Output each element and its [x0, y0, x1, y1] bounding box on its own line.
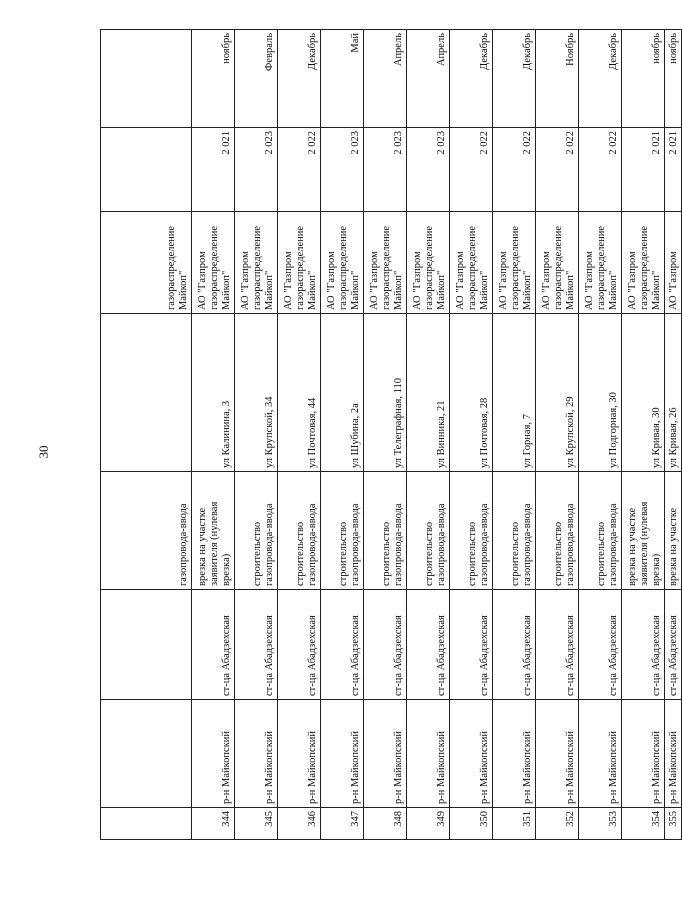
cell-locality: ст-ца Абадзехская — [407, 590, 450, 700]
table-row — [579, 30, 622, 840]
cell-locality: ст-ца Абадзехская — [450, 590, 493, 700]
cell-district: р-н Майкопский — [364, 700, 407, 808]
cell-organization: АО "Газпром газораспределение Майкоп" — [364, 212, 407, 314]
cell-district: р-н Майкопский — [278, 700, 321, 808]
table-row — [665, 30, 682, 840]
cell-year: 2 022 — [493, 128, 536, 212]
cell-address: ул Крупской, 34 — [235, 314, 278, 472]
cell-locality — [101, 590, 192, 700]
cell-locality: ст-ца Абадзехская — [321, 590, 364, 700]
cell-number: 346 — [278, 808, 321, 840]
cell-district: р-н Майкопский — [192, 700, 235, 808]
cell-work-type: строительство газопровода-ввода — [321, 472, 364, 590]
cell-organization: АО "Газпром газораспределение Майкоп" — [321, 212, 364, 314]
cell-year: 2 023 — [235, 128, 278, 212]
cell-locality: ст-ца Абадзехская — [622, 590, 665, 700]
cell-locality: ст-ца Абадзехская — [665, 590, 682, 700]
cell-number: 344 — [192, 808, 235, 840]
cell-month: Апрель — [407, 30, 450, 128]
cell-organization: АО "Газпром газораспределение Майкоп" — [622, 212, 665, 314]
cell-number: 353 — [579, 808, 622, 840]
cell-locality: ст-ца Абадзехская — [235, 590, 278, 700]
cell-work-type: строительство газопровода-ввода — [536, 472, 579, 590]
cell-number: 350 — [450, 808, 493, 840]
cell-number: 347 — [321, 808, 364, 840]
cell-month: Май — [321, 30, 364, 128]
table-row — [450, 30, 493, 840]
cell-organization: АО "Газпром газораспределение Майкоп" — [407, 212, 450, 314]
table-row — [235, 30, 278, 840]
cell-month: Декабрь — [493, 30, 536, 128]
cell-work-type: строительство газопровода-ввода — [450, 472, 493, 590]
cell-organization: АО "Газпром газораспределение Майкоп" — [192, 212, 235, 314]
cell-work-type: строительство газопровода-ввода — [235, 472, 278, 590]
cell-month: ноябрь — [622, 30, 665, 128]
cell-district: р-н Майкопский — [450, 700, 493, 808]
cell-number: 352 — [536, 808, 579, 840]
cell-year: 2 021 — [192, 128, 235, 212]
gas-connection-table — [100, 29, 682, 840]
cell-work-type: строительство газопровода-ввода — [278, 472, 321, 590]
cell-address — [101, 314, 192, 472]
cell-year — [101, 128, 192, 212]
table-row — [321, 30, 364, 840]
cell-month: Ноябрь — [536, 30, 579, 128]
cell-year: 2 021 — [665, 128, 682, 212]
cell-locality: ст-ца Абадзехская — [364, 590, 407, 700]
cell-year: 2 022 — [450, 128, 493, 212]
cell-month: Декабрь — [278, 30, 321, 128]
cell-organization: АО "Газпром газораспределение Майкоп" — [493, 212, 536, 314]
cell-address: ул Почтовая, 44 — [278, 314, 321, 472]
cell-organization: газораспределение Майкоп" — [101, 212, 192, 314]
cell-locality: ст-ца Абадзехская — [493, 590, 536, 700]
cell-work-type: строительство газопровода-ввода — [579, 472, 622, 590]
cell-month: Февраль — [235, 30, 278, 128]
page-number: 30 — [36, 445, 51, 459]
cell-number — [101, 808, 192, 840]
cell-address: ул Горная, 7 — [493, 314, 536, 472]
cell-month: Апрель — [364, 30, 407, 128]
cell-year: 2 023 — [407, 128, 450, 212]
cell-district: р-н Майкопский — [665, 700, 682, 808]
cell-address: ул Калинина, 3 — [192, 314, 235, 472]
cell-district: р-н Майкопский — [579, 700, 622, 808]
table-row — [622, 30, 665, 840]
cell-work-type: газопровода-ввода — [101, 472, 192, 590]
cell-year: 2 021 — [622, 128, 665, 212]
cell-number: 345 — [235, 808, 278, 840]
cell-organization: АО "Газпром газораспределение Майкоп" — [579, 212, 622, 314]
cell-locality: ст-ца Абадзехская — [579, 590, 622, 700]
cell-year: 2 022 — [278, 128, 321, 212]
cell-year: 2 023 — [321, 128, 364, 212]
cell-address: ул Подгорная, 30 — [579, 314, 622, 472]
cell-month: ноябрь — [192, 30, 235, 128]
cell-year: 2 022 — [536, 128, 579, 212]
cell-work-type: врезка на участке — [665, 472, 682, 590]
continuation-row — [101, 30, 192, 840]
table-row — [407, 30, 450, 840]
table-row — [536, 30, 579, 840]
cell-district: р-н Майкопский — [622, 700, 665, 808]
cell-work-type: строительство газопровода-ввода — [493, 472, 536, 590]
cell-organization: АО "Газпром газораспределение Майкоп" — [235, 212, 278, 314]
cell-month: Декабрь — [450, 30, 493, 128]
cell-work-type: врезка на участке заявителя (нулевая врезка) — [192, 472, 235, 590]
cell-organization: АО "Газпром газораспределение Майкоп" — [278, 212, 321, 314]
cell-district — [101, 700, 192, 808]
cell-address: ул Винника, 21 — [407, 314, 450, 472]
cell-year: 2 023 — [364, 128, 407, 212]
table-row — [192, 30, 235, 840]
cell-address: ул Кривая, 30 — [622, 314, 665, 472]
cell-organization: АО "Газпром газораспределение Майкоп" — [450, 212, 493, 314]
cell-number: 349 — [407, 808, 450, 840]
cell-number: 354 — [622, 808, 665, 840]
cell-work-type: строительство газопровода-ввода — [407, 472, 450, 590]
cell-address: ул Кривая, 26 — [665, 314, 682, 472]
table-row — [278, 30, 321, 840]
cell-number: 355 — [665, 808, 682, 840]
table-row — [493, 30, 536, 840]
cell-address: ул Почтовая, 28 — [450, 314, 493, 472]
cell-work-type: строительство газопровода-ввода — [364, 472, 407, 590]
cell-month: ноябрь — [665, 30, 682, 128]
cell-month — [101, 30, 192, 128]
cell-district: р-н Майкопский — [235, 700, 278, 808]
cell-month: Декабрь — [579, 30, 622, 128]
cell-address: ул Шубина, 2а — [321, 314, 364, 472]
table-row — [364, 30, 407, 840]
cell-district: р-н Майкопский — [493, 700, 536, 808]
cell-locality: ст-ца Абадзехская — [536, 590, 579, 700]
rotated-table-container — [100, 30, 679, 840]
cell-address: ул Крупской, 29 — [536, 314, 579, 472]
cell-number: 348 — [364, 808, 407, 840]
cell-locality: ст-ца Абадзехская — [278, 590, 321, 700]
cell-district: р-н Майкопский — [321, 700, 364, 808]
cell-district: р-н Майкопский — [407, 700, 450, 808]
cell-organization: АО "Газпром — [665, 212, 682, 314]
cell-organization: АО "Газпром газораспределение Майкоп" — [536, 212, 579, 314]
cell-year: 2 022 — [579, 128, 622, 212]
cell-work-type: врезка на участке заявителя (нулевая врезка) — [622, 472, 665, 590]
cell-district: р-н Майкопский — [536, 700, 579, 808]
cell-locality: ст-ца Абадзехская — [192, 590, 235, 700]
cell-number: 351 — [493, 808, 536, 840]
cell-address: ул Телеграфная, 110 — [364, 314, 407, 472]
